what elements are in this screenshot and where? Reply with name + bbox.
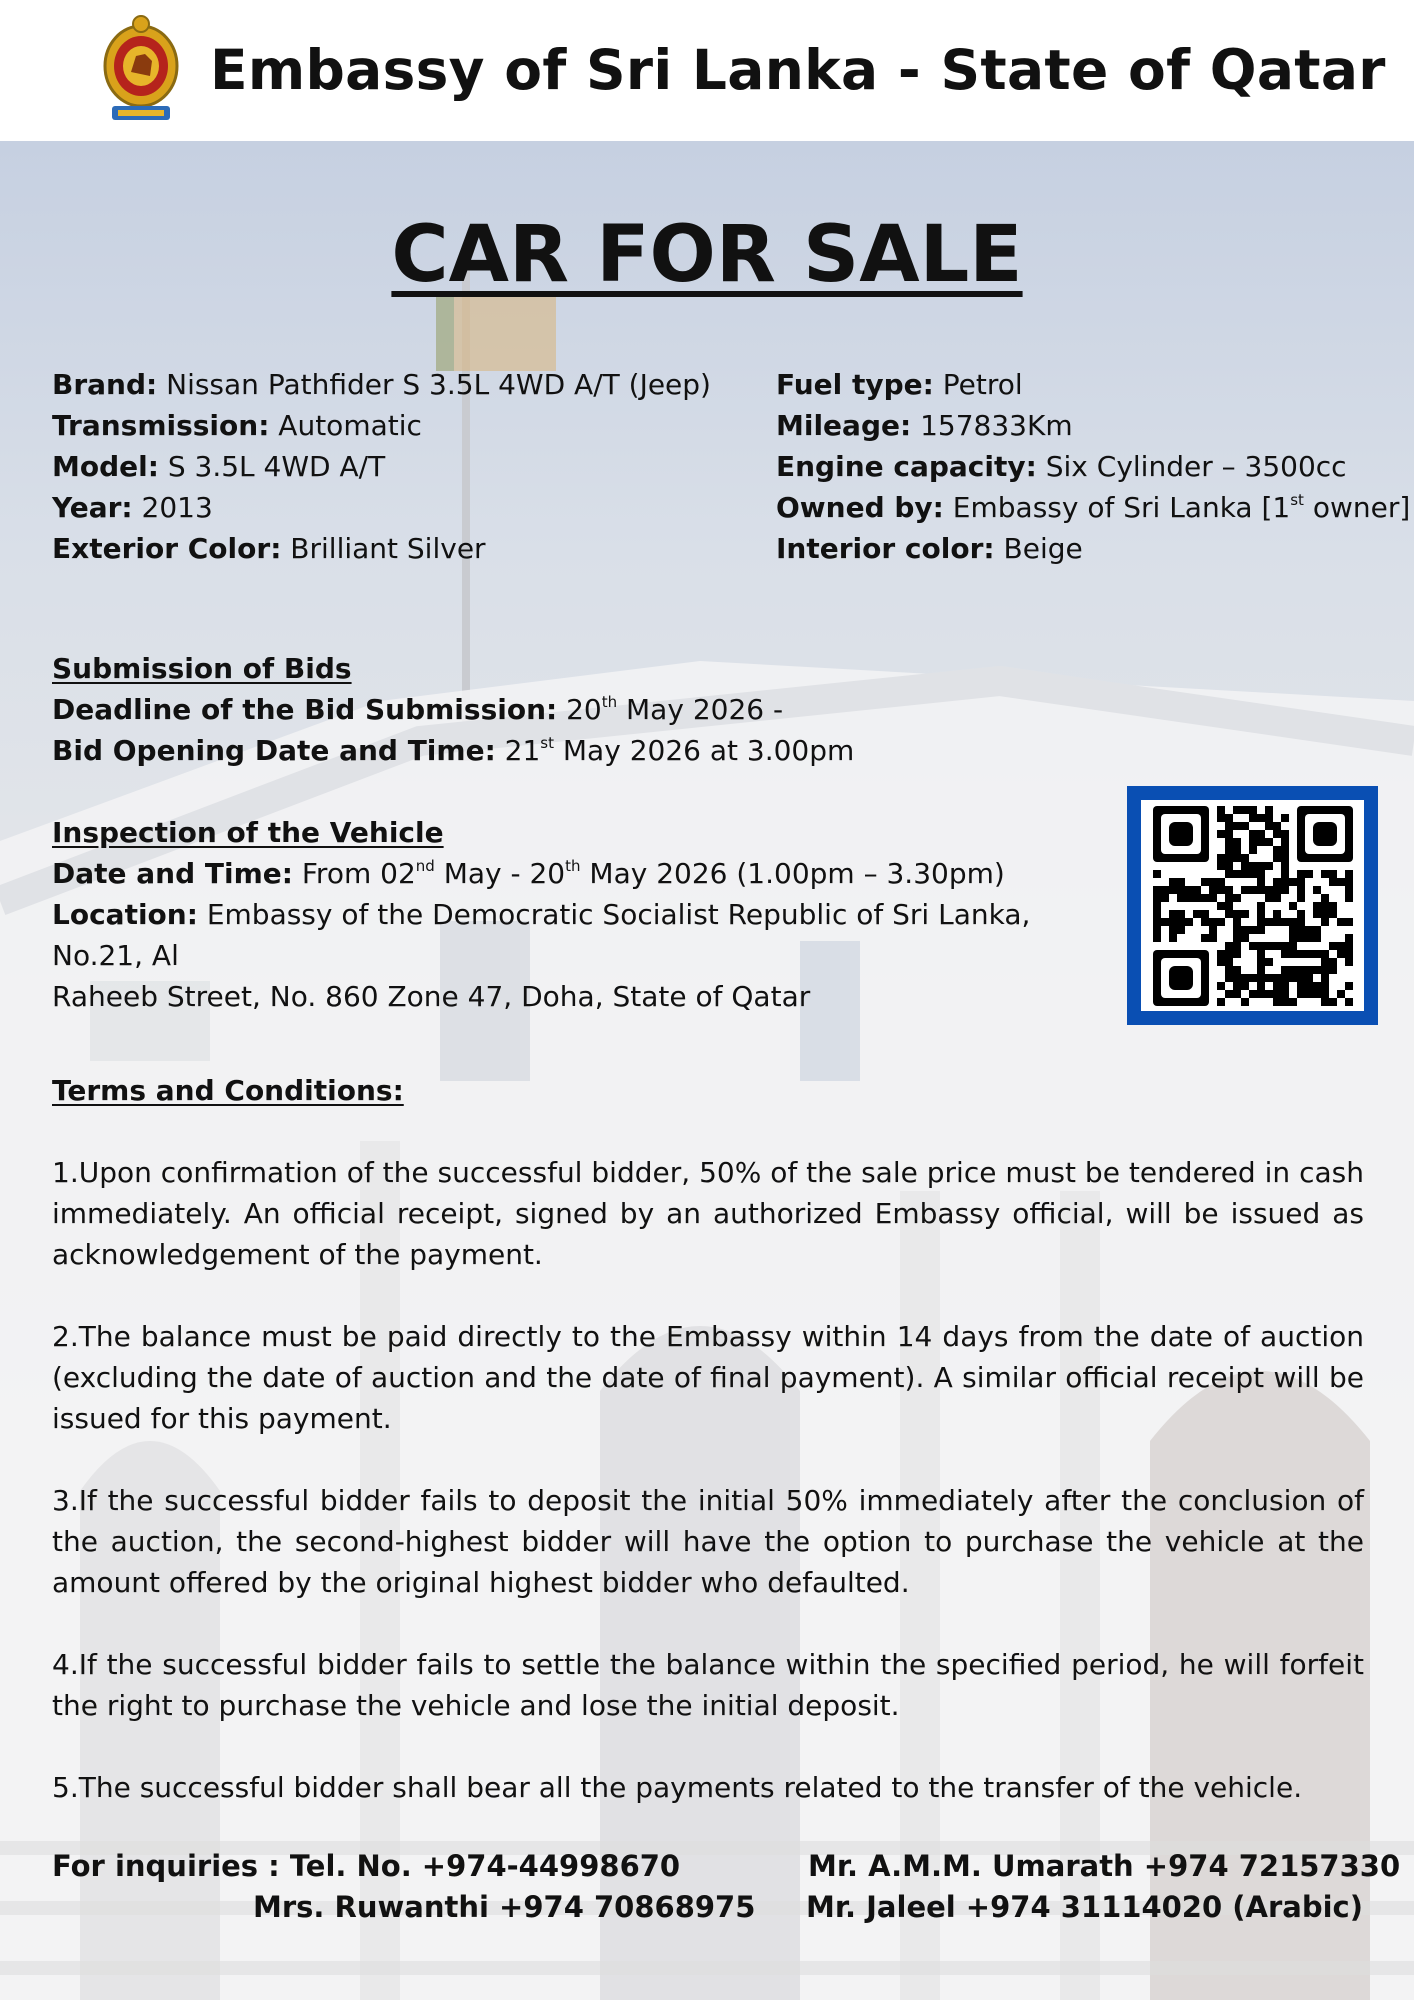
term-item: 3.If the successful bidder fails to deposit the initial 50% immediately after the conclusion of the auction, the second-highest bidder will have the option to purchase the vehicle at the amount offered by the original highest bidder who defaulted. <box>52 1484 1364 1599</box>
page-title: CAR FOR SALE <box>391 210 1023 300</box>
terms-heading: Terms and Conditions: <box>52 1074 404 1107</box>
contact-tel: For inquiries : Tel. No. +974-44998670 <box>52 1849 681 1883</box>
term-item: 4.If the successful bidder fails to settle the balance within the specified period, he will forfeit the right to purchase the vehicle and lose the initial deposit. <box>52 1648 1364 1722</box>
inspection-heading: Inspection of the Vehicle <box>52 816 444 849</box>
contact-jaleel: Mr. Jaleel +974 31114020 (Arabic) <box>806 1890 1363 1924</box>
qr-code-image <box>1141 800 1364 1011</box>
term-item: 2.The balance must be paid directly to the Embassy within 14 days from the date of auction (excluding the date of auction and the date of final payment). A similar official receipt will be issued for this payment. <box>52 1320 1364 1435</box>
spec-fuel-type: Fuel type: Petrol <box>776 368 1023 401</box>
inspection-date: Date and Time: From 02nd May - 20th May 2026 (1.00pm – 3.30pm) <box>52 857 1005 890</box>
qr-code[interactable] <box>1127 786 1378 1025</box>
bids-heading: Submission of Bids <box>52 652 352 685</box>
vehicle-specs-right <box>776 364 1410 569</box>
term-item: 1.Upon confirmation of the successful bidder, 50% of the sale price must be tendered in cash immediately. An official receipt, signed by an authorized Embassy official, will be issued as acknowledgement of the payment. <box>52 1156 1364 1271</box>
spec-owned-by: Owned by: Embassy of Sri Lanka [1st owner] <box>776 491 1411 524</box>
inspection-location: Location: Embassy of the Democratic Socialist Republic of Sri Lanka, No.21, Al Raheeb Street, No. 860 Zone 47, Doha, State of Qatar <box>52 898 1031 1013</box>
spec-exterior-color: Exterior Color: Brilliant Silver <box>52 532 486 565</box>
bid-deadline: Deadline of the Bid Submission: 20th May 2026 - <box>52 693 784 726</box>
spec-model: Model: S 3.5L 4WD A/T <box>52 450 386 483</box>
terms-section <box>52 1070 1364 1808</box>
bid-opening: Bid Opening Date and Time: 21st May 2026 at 3.00pm <box>52 734 855 767</box>
spec-engine-capacity: Engine capacity: Six Cylinder – 3500cc <box>776 450 1347 483</box>
spec-interior-color: Interior color: Beige <box>776 532 1083 565</box>
spec-mileage: Mileage: 157833Km <box>776 409 1073 442</box>
spec-year: Year: 2013 <box>52 491 213 524</box>
spec-brand: Brand: Nissan Pathfider S 3.5L 4WD A/T (Jeep) <box>52 368 711 401</box>
embassy-title: Embassy of Sri Lanka - State of Qatar <box>210 38 1386 102</box>
contact-ruwanthi: Mrs. Ruwanthi +974 70868975 <box>253 1890 756 1924</box>
page-header <box>0 0 1414 141</box>
bids-section <box>52 648 854 771</box>
inspection-section <box>52 812 1112 1017</box>
contact-umarath: Mr. A.M.M. Umarath +974 72157330 <box>808 1849 1401 1883</box>
vehicle-specs-left <box>52 364 711 569</box>
term-item: 5.The successful bidder shall bear all the payments related to the transfer of the vehicle. <box>52 1771 1303 1804</box>
spec-transmission: Transmission: Automatic <box>52 409 422 442</box>
sri-lanka-emblem-icon <box>100 14 182 126</box>
